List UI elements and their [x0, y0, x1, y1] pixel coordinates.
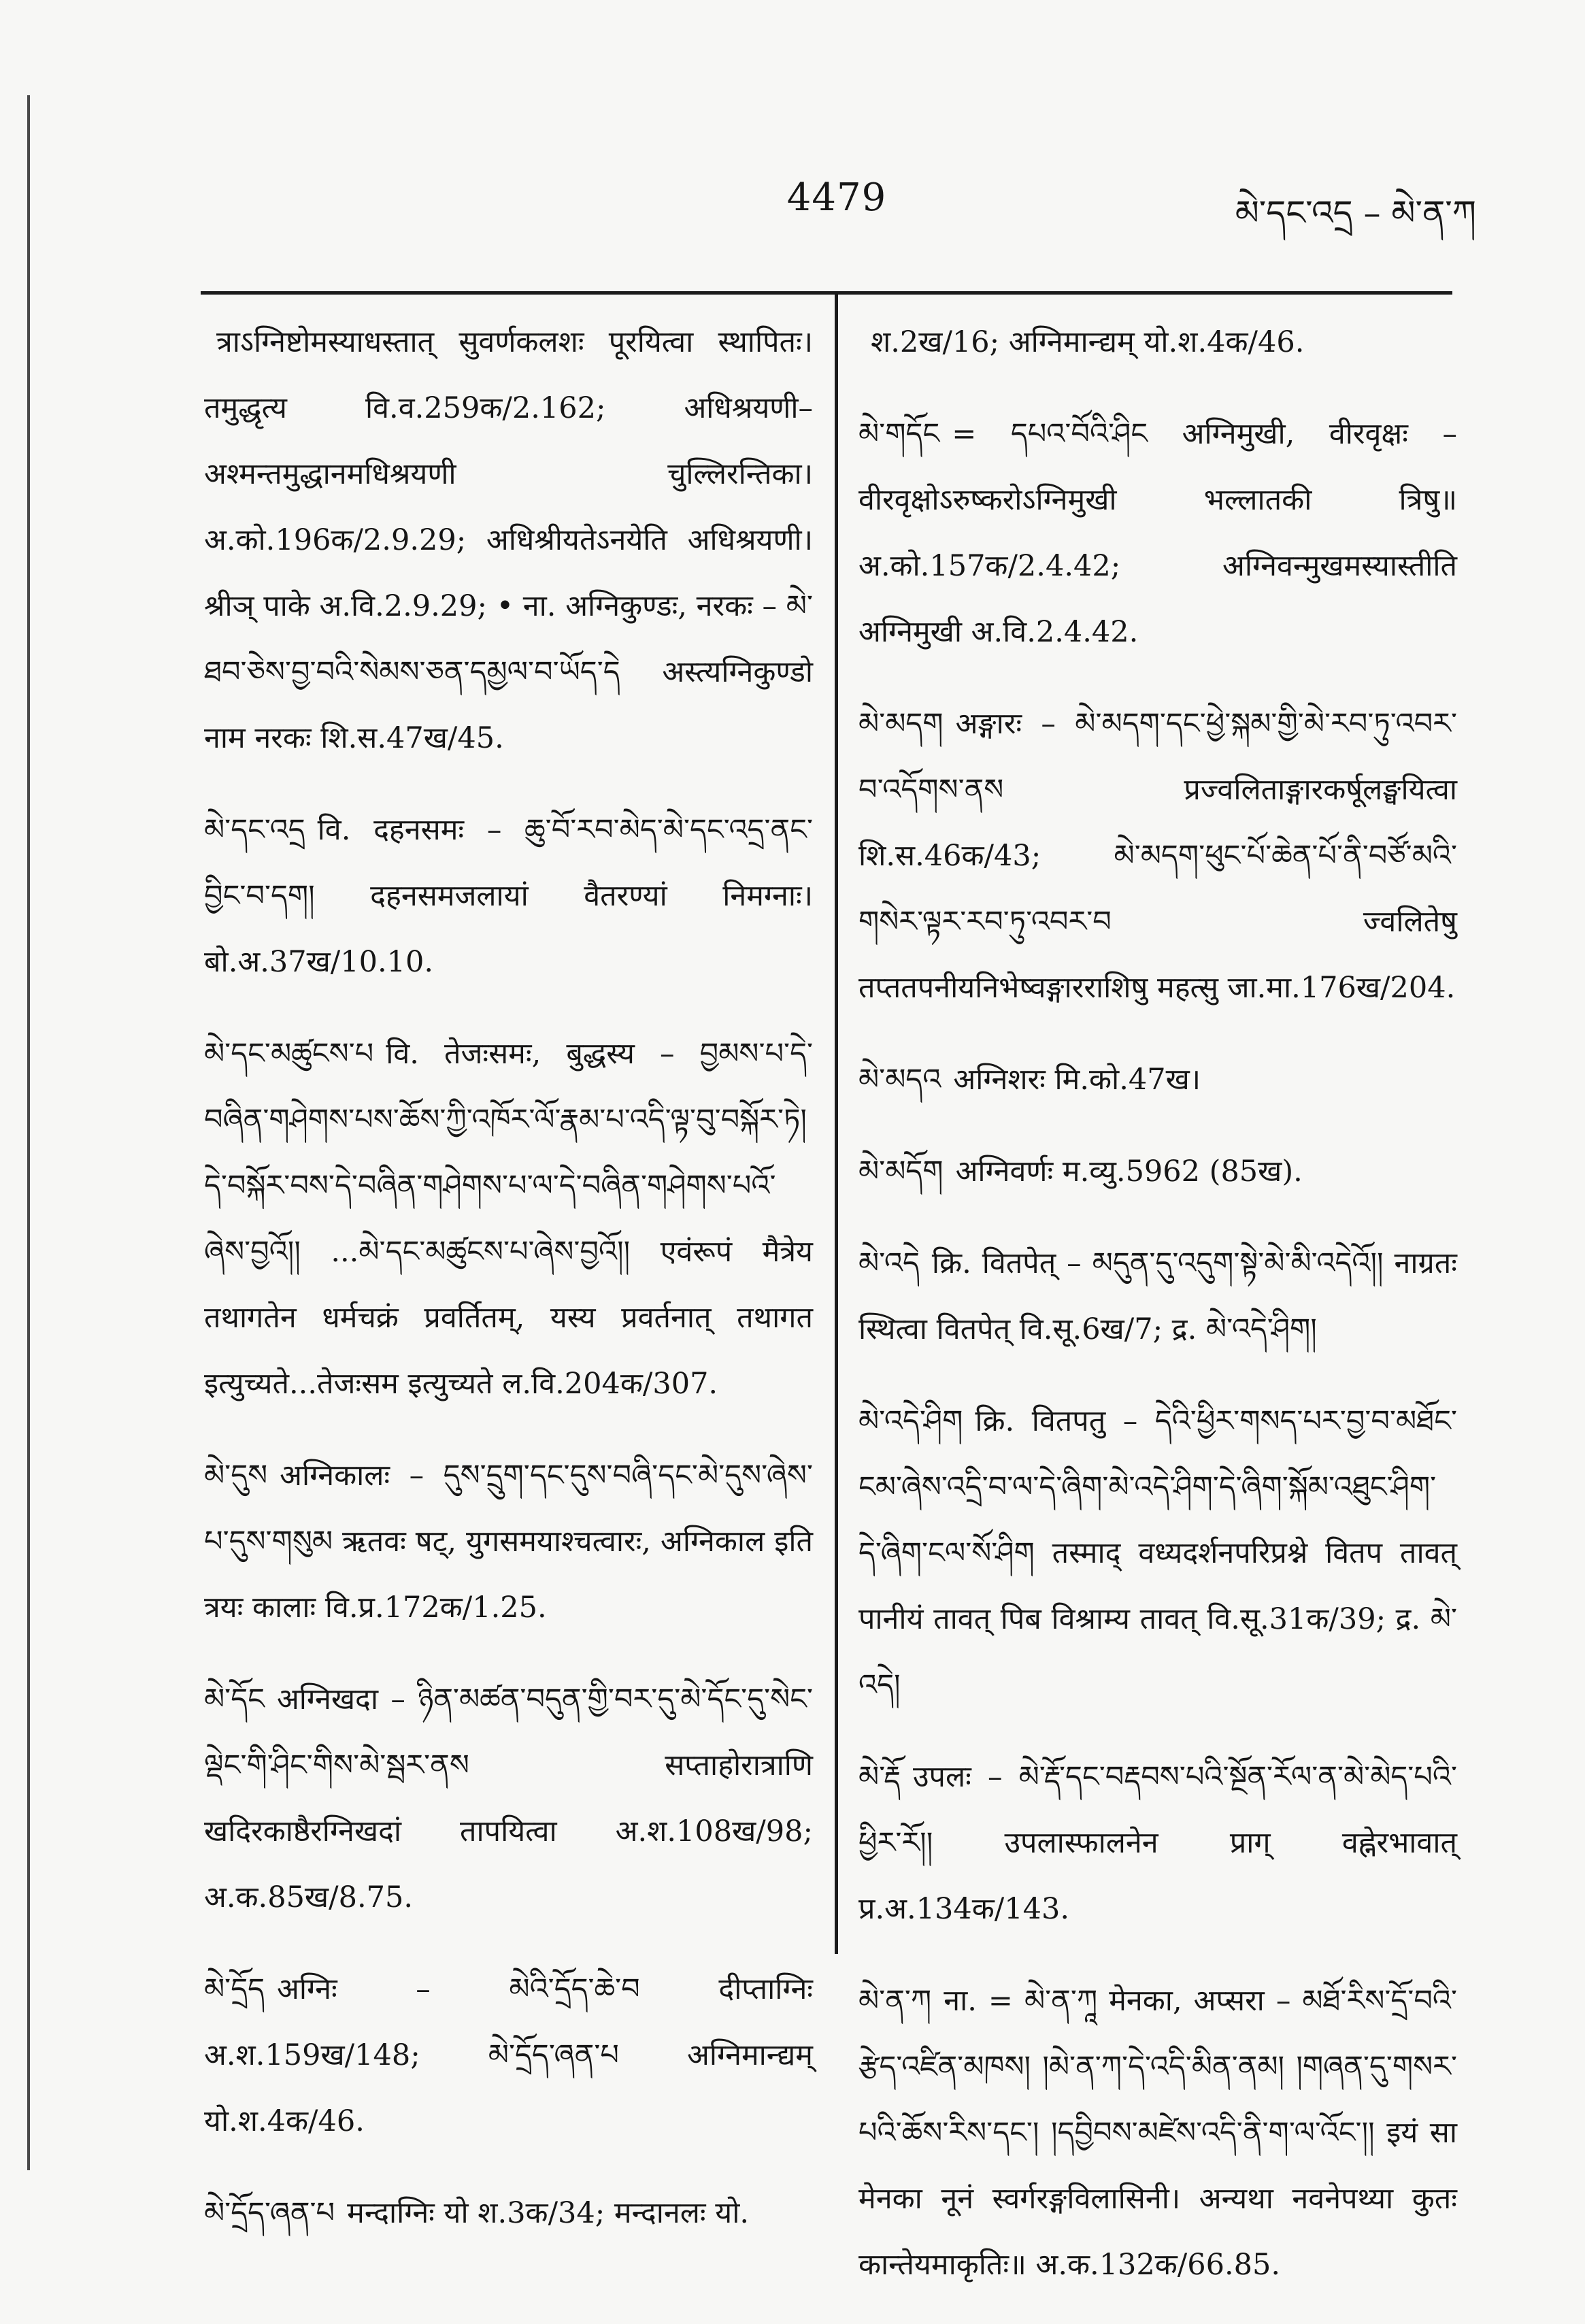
entry-text: अग्निशरः मि.को.47ख। — [953, 1063, 1201, 1097]
entry-text: अग्निः – མེའི་དྲོད་ཆེ་བ दीप्ताग्निः अ.श.159ख/148; མེ་དྲོད་ཞན་པ अग्निमान्द्यम् यो.श.4क/46. — [204, 1972, 813, 2138]
entry-text: उपलः – མེ་རྡོ་དང་བརྡབས་པའི་སྔོན་རོལ་ན་མེ་མེད་པའི་ཕྱིར་རོ།། उपलास्फालनेन प्राग् वह्नेरभावात् प्र.अ.134क/143. — [858, 1760, 1457, 1926]
entry-text: = དཔའ་བོའི་ཤིང अग्निमुखी, वीरवृक्षः – वीरवृक्षोऽरुष्करोऽग्निमुखी भल्लातकी त्रिषु॥ अ.को.157क/2.4.42; अग्निवन्मुखमस्यास्तीति अग्निमुखी अ.वि.2.4.42. — [858, 417, 1457, 649]
left-margin-line — [27, 95, 30, 2170]
entry-headword: མེ་རྡོ — [858, 1760, 901, 1794]
entry-text: वि. तेजःसमः, बुद्धस्य – བྱམས་པ་དེ་བཞིན་གཤེགས་པས་ཆོས་ཀྱི་འཁོར་ལོ་རྣམ་པ་འདི་ལྟ་བུ་བསྐོར་ཏེ། དེ་བསྐོར་བས་དེ་བཞིན་གཤེགས་པ་ལ་དེ་བཞིན་གཤེགས་པའོ་ཞེས་བྱའོ།། ...མེ་དང་མཚུངས་པ་ཞེས་བྱའོ།། एवंरूपं मैत्रेय तथागतेन धर्मचक्रं प्रवर्तितम्, यस्य प्रवर्तनात् तथागत इत्युच्यते...तेजःसम इत्युच्यते ल.वि.204क/307. — [204, 1037, 813, 1401]
dictionary-entry — [204, 2180, 813, 2246]
entry-continuation — [204, 310, 813, 771]
entry-headword: མེ་འདེ་ཤིག — [858, 1404, 963, 1438]
dictionary-entry — [858, 1047, 1457, 1113]
entry-text: श.2ख/16; अग्निमान्द्यम् यो.श.4क/46. — [871, 325, 1305, 359]
page-number: 4479 — [786, 176, 887, 220]
entry-text: ना. = མེ་ན་ཀཱ मेनका, अप्सरा – མཐོ་རིས་དྲོ་བའི་རྩེད་འཛིན་མཁས། །མེ་ན་ཀ་དེ་འདི་མིན་ནམ། །གཞན་དུ་གསར་པའི་ཆོས་རིས་དང་། །དབྱིབས་མཛེས་འདི་ནི་ག་ལ་འོང་།། इयं सा मेनका नूनं स्वर्गरङ्गविलासिनी। अन्यथा नवनेपथ्या कुतः कान्तेयमाकृतिः॥ अ.क.132क/66.85. — [858, 1984, 1457, 2282]
entry-text: क्रि. वितपेत् – མདུན་དུ་འདུག་སྟེ་མེ་མི་འདེའོ།། नाग्रतः स्थित्वा वितपेत् वि.सू.6ख/7; द्र. མེ་འདེ་ཤིག། — [858, 1246, 1457, 1346]
entry-headword: མེ་དྲོད — [204, 1972, 265, 2006]
dictionary-entry — [858, 691, 1457, 1021]
running-head: མེ་དང་འདྲ – མེ་ན་ཀ — [1235, 193, 1476, 233]
entry-headword: མེ་དུས — [204, 1459, 268, 1493]
entry-text: मन्दाग्निः यो श.3क/34; मन्दानलः यो. — [347, 2196, 750, 2230]
entry-headword: མེ་དང་འདྲ — [204, 813, 305, 847]
dictionary-entry — [858, 401, 1457, 665]
entry-text: अङ्गारः – མེ་མདག་དང་ཕྱེ་སྐམ་གྱི་མེ་རབ་ཏུ་འབར་བ་འདོགས་ནས प्रज्वलिताङ्गारकर्षूलङ्घयित्वा शि.स.46क/43; མེ་མདག་ཕུང་པོ་ཆེན་པོ་ནི་བཙོ་མའི་གསེར་ལྟར་རབ་ཏུ་འབར་བ ज्वलितेषु तप्ततपनीयनिभेष्वङ्गारराशिषु महत्सु जा.मा.176ख/204. — [858, 707, 1457, 1005]
entry-headword: མེ་འདེ — [858, 1246, 920, 1280]
entry-continuation — [858, 310, 1457, 376]
entry-text: वि. दहनसमः – ཆུ་བོ་རབ་མེད་མེ་དང་འདྲ་ནང་བྱིང་བ་དག། दहनसमजलायां वैतरण्यां निमग्नाः। बो.अ.37ख/10.10. — [204, 813, 813, 979]
dictionary-entry — [204, 797, 813, 995]
dictionary-entry — [858, 1968, 1457, 2298]
column-divider — [835, 294, 838, 1954]
entry-headword: མེ་མདག — [858, 707, 944, 741]
entry-headword: མེ་གདོང — [858, 417, 940, 451]
entry-text: अग्निवर्णः म.व्यु.5962 (85ख). — [955, 1155, 1303, 1189]
entry-text: क्रि. वितपतु – དེའི་ཕྱིར་གསད་པར་བྱ་བ་མཐོང་ངམ་ཞེས་འདྲི་བ་ལ་དེ་ཞིག་མེ་འདེ་ཤིག་དེ་ཞིག་སྐོམ་འཐུང་ཤིག་དེ་ཞིག་ངལ་སོ་ཤིག तस्माद् वध्यदर्शनपरिप्रश्ने वितप तावत् पानीयं तावत् पिब विश्राम्य तावत् वि.सू.31क/39; द्र. མེ་འདེ། — [858, 1404, 1457, 1702]
dictionary-entry — [204, 1667, 813, 1931]
entry-text: अग्निकालः – དུས་དྲུག་དང་དུས་བཞི་དང་མེ་དུས་ཞེས་པ་དུས་གསུམ ऋतवः षट्, युगसमयाश्चत्वारः, अग्निकाल इति त्रयः कालाः वि.प्र.172क/1.25. — [204, 1459, 813, 1625]
dictionary-entry — [858, 1389, 1457, 1719]
dictionary-entry — [204, 1957, 813, 2155]
entry-headword: མེ་དོང — [204, 1682, 265, 1716]
dictionary-entry — [858, 1231, 1457, 1363]
left-column — [204, 310, 813, 2272]
entry-headword: མེ་དྲོད་ཞན་པ — [204, 2196, 335, 2230]
dictionary-entry — [204, 1443, 813, 1641]
entry-headword: མེ་མདོག — [858, 1155, 944, 1189]
entry-headword: མེ་དང་མཚུངས་པ — [204, 1037, 374, 1071]
entry-text: त्राऽग्निष्टोमस्याधस्तात् सुवर्णकलशः पूरयित्वा स्थापितः। तमुद्धृत्य वि.व.259क/2.162; अधिश्रयणी–अश्मन्तमुद्धानमधिश्रयणी चुल्लिरन्तिका। अ.को.196क/2.9.29; अधिश्रीयतेऽनयेति अधिश्रयणी। श्रीञ् पाके अ.वि.2.9.29; • ना. अग्निकुण्डः, नरकः – མེ་ཐབ་ཅེས་བྱ་བའི་སེམས་ཅན་དམྱལ་བ་ཡོད་དེ अस्त्यग्निकुण्डो नाम नरकः शि.स.47ख/45. — [204, 325, 813, 755]
entry-text: अग्निखदा – ཉིན་མཚན་བདུན་གྱི་བར་དུ་མེ་དོང་དུ་སེང་ལྡེང་གི་ཤིང་གིས་མེ་སྦར་ནས सप्ताहोरात्राणि खदिरकाष्ठैरग्निखदां तापयित्वा अ.श.108ख/98; अ.क.85ख/8.75. — [204, 1682, 813, 1914]
entry-headword: མེ་མདའ — [858, 1063, 941, 1097]
dictionary-entry — [858, 1744, 1457, 1942]
dictionary-entry — [204, 1021, 813, 1417]
right-column — [858, 310, 1457, 2324]
entry-headword: མེ་ན་ཀ — [858, 1984, 932, 2018]
dictionary-entry — [858, 1139, 1457, 1205]
header-rule — [201, 291, 1452, 295]
